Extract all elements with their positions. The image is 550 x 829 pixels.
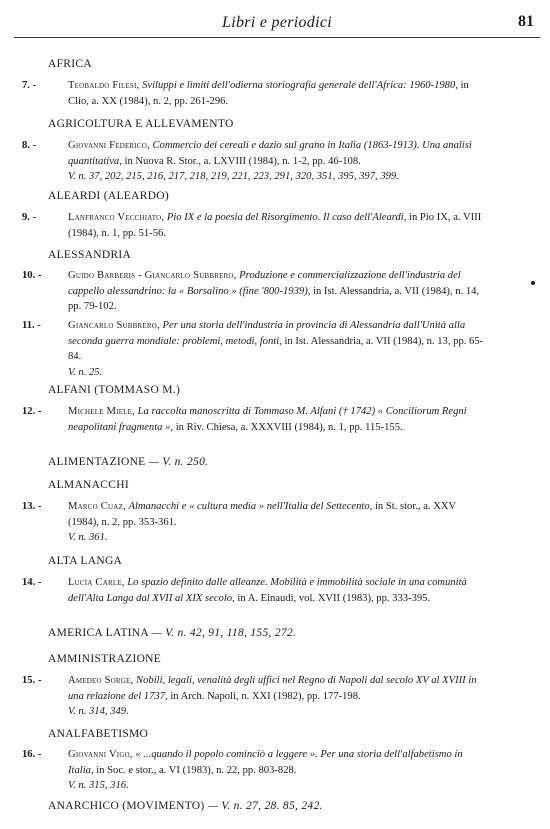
see-also: V. n. 315, 316. bbox=[68, 780, 129, 791]
bibliography-entry bbox=[22, 210, 488, 241]
section-heading: ALESSANDRIA bbox=[48, 249, 132, 261]
entry-number: 15. - bbox=[22, 675, 42, 686]
bibliography-entry bbox=[22, 138, 488, 185]
entry-author: Lanfranco Vecchiato, bbox=[68, 212, 165, 223]
bibliography-entry bbox=[22, 747, 488, 794]
entry-source: in Ist. Alessandria, a. VII (1984), n. 14, pp. 79-102. bbox=[68, 285, 480, 312]
margin-dot bbox=[531, 281, 535, 285]
entry-title: Sviluppi e limiti dell'odierna storiografia generale dell'Africa: 1960-1980, bbox=[142, 80, 458, 91]
section-heading: AMERICA LATINA — V. n. 42, 91, 118, 155, 272. bbox=[48, 627, 297, 639]
entry-number: 14. - bbox=[22, 577, 42, 588]
entry-title: La raccolta manoscritta di Tommaso M. Alfani († 1742) « Conciliorum Regni neapolitani fragmenta », bbox=[68, 406, 467, 433]
see-also: V. n. 361. bbox=[68, 532, 108, 543]
entry-source: in Arch. Napoli, n. XXI (1982), pp. 177-198. bbox=[170, 690, 361, 702]
entry-author: Guido Barberis - Giancarlo Subbrero, bbox=[68, 270, 237, 281]
section-heading: ALIMENTAZIONE — V. n. 250. bbox=[48, 456, 209, 468]
section-heading: ALMANACCHI bbox=[48, 479, 129, 491]
page-number: 81 bbox=[518, 13, 534, 30]
entry-title: Produzione e commercializzazione dell'industria del cappello alessandrino: la « Borsalino » (fine '800-1939), bbox=[68, 270, 461, 297]
entry-author: Giovanni Vigo, bbox=[68, 749, 133, 760]
section-heading: ALEARDI (ALEARDO) bbox=[48, 190, 170, 202]
entry-number: 10. - bbox=[22, 270, 42, 281]
section-heading: AGRICOLTURA E ALLEVAMENTO bbox=[48, 118, 234, 130]
see-also: V. n. 314, 349. bbox=[68, 706, 129, 717]
bibliography-entry bbox=[22, 673, 488, 720]
entry-number: 13. - bbox=[22, 501, 42, 512]
entry-source: in Ist. Alessandria, a. VII (1984), n. 13, pp. 65-84. bbox=[68, 335, 484, 362]
section-heading: ANALFABETISMO bbox=[48, 728, 149, 740]
entry-author: Giovanni Federico, bbox=[68, 140, 150, 151]
entry-title: Almanacchi e « cultura media » nell'Italia del Settecento, bbox=[128, 501, 373, 512]
header-rule bbox=[14, 37, 540, 38]
bibliography-entry bbox=[22, 499, 488, 546]
entry-number: 8. - bbox=[22, 140, 37, 151]
section-heading: ANARCHICO (MOVIMENTO) — V. n. 27, 28. 85, 242. bbox=[48, 800, 323, 812]
entry-source: in A. Einaudi, vol. XVII (1983), pp. 333-395. bbox=[237, 592, 431, 604]
entry-author: Teobaldo Filesi, bbox=[68, 80, 140, 91]
entry-title: Commercio dei cereali e dazio sul grano in Italia (1863-1913). Una analisi quantitativa, bbox=[68, 140, 472, 167]
entry-author: Lucia Carle, bbox=[68, 577, 125, 588]
entry-source: in Clio, a. XX (1984), n. 2, pp. 261-296. bbox=[68, 80, 469, 107]
entry-number: 12. - bbox=[22, 406, 42, 417]
entry-author: Marco Cuaz, bbox=[68, 501, 126, 512]
entry-title: Per una storia dell'industria in provincia di Alessandria dall'Unità alla seconda guerra mondiale: problemi, metodi, fonti, bbox=[68, 320, 466, 347]
bibliography-entry bbox=[22, 78, 488, 109]
entry-source: in Riv. Chiesa, a. XXXVIII (1984), n. 1, pp. 115-155. bbox=[175, 421, 403, 433]
section-heading: AMMINISTRAZIONE bbox=[48, 653, 162, 665]
entry-number: 7. - bbox=[22, 80, 37, 91]
section-heading: AFRICA bbox=[48, 58, 92, 70]
entry-number: 11. - bbox=[22, 320, 41, 331]
entry-author: Giancarlo Subbrero, bbox=[68, 320, 160, 331]
section-heading: ALFANI (TOMMASO M.) bbox=[48, 384, 181, 396]
entry-number: 9. - bbox=[22, 212, 37, 223]
entry-source: in Pio IX, a. VIII (1984), n. 1, pp. 51-56. bbox=[68, 212, 482, 239]
entry-source: in St. stor., a. XXV (1984), n. 2, pp. 353-361. bbox=[68, 501, 456, 528]
entry-author: Michele Miele, bbox=[68, 406, 135, 417]
running-title: Libri e periodici bbox=[222, 14, 332, 31]
bibliography-entry bbox=[22, 404, 488, 435]
bibliography-entry bbox=[22, 575, 488, 606]
entry-author: Amedeo Sorge, bbox=[68, 675, 134, 686]
entry-source: in Soc. e stor., a. VI (1983), n. 22, pp. 803-828. bbox=[96, 764, 297, 776]
section-heading: ALTA LANGA bbox=[48, 555, 123, 567]
entry-title: Pio IX e la poesia del Risorgimento. Il caso dell'Aleardi, bbox=[166, 212, 407, 223]
entry-title: « ...quando il popolo cominciò a leggere ». Per una storia dell'alfabetismo in Italia, bbox=[68, 749, 463, 776]
entry-number: 16. - bbox=[22, 749, 42, 760]
bibliography-entry bbox=[22, 268, 488, 315]
see-also: V. n. 25. bbox=[68, 366, 103, 378]
entry-title: Nobili, legali, venalità degli uffici nel Regno di Napoli dal secolo XV al XVIII in una relazione del 1737, bbox=[68, 675, 477, 702]
entry-title: Lo spazio definito dalle alleanze. Mobilità e immobilità sociale in una comunità dell'Alta Langa dal XVII al XIX secolo, bbox=[68, 577, 467, 604]
see-also: V. n. 37, 202, 215, 216, 217, 218, 219, 221, 223, 291, 320, 351, 395, 397, 399. bbox=[68, 171, 399, 182]
entry-source: in Nuova R. Stor., a. LXVIII (1984), n. 1-2, pp. 46-108. bbox=[124, 155, 361, 167]
bibliography-entry bbox=[22, 318, 488, 380]
page-header bbox=[14, 10, 540, 36]
